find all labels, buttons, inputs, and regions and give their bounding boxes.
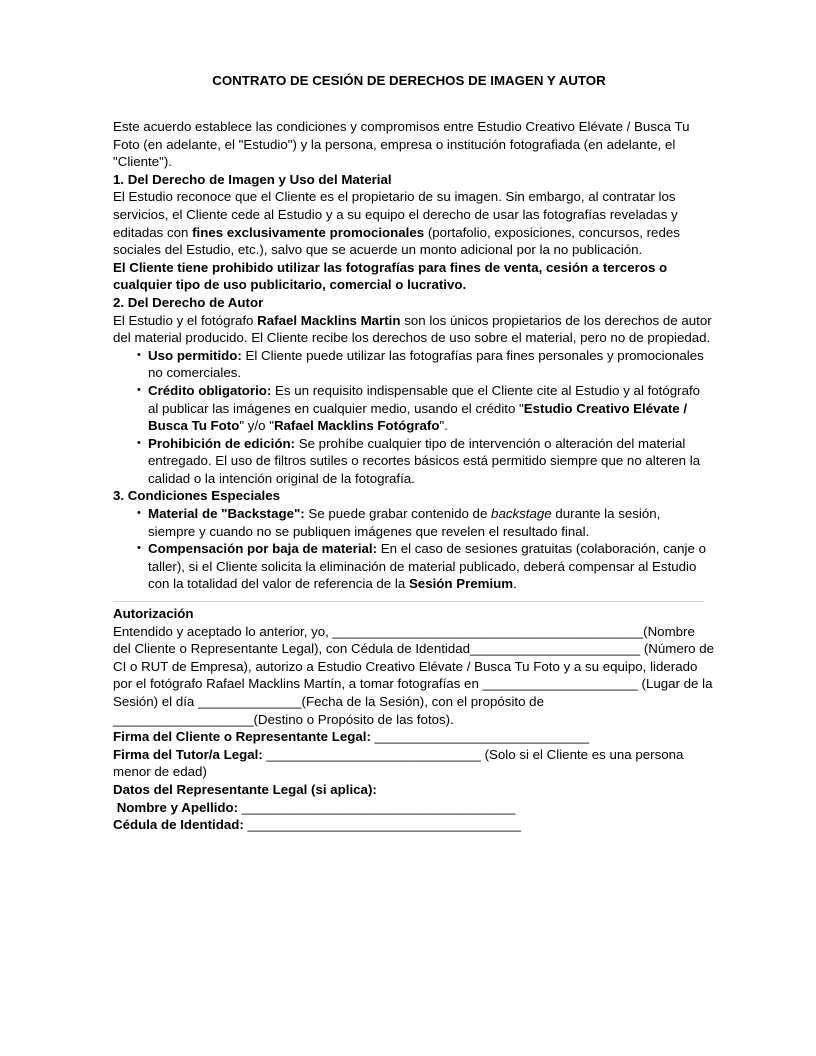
signature-blank: _____________________________________: [238, 799, 516, 815]
list-item-text: Se prohíbe cualquier tipo de intervención o alteración del material entregado. El uso de filtros sutiles o recortes básicos está permitido siempre que no alteren la calidad o la intención original de la fotografía.: [148, 435, 701, 486]
list-item: [148, 505, 715, 540]
list-item-label: Prohibición de edición:: [148, 435, 296, 451]
authorization-heading: Autorización: [113, 606, 194, 622]
representative-name-label: Nombre y Apellido:: [113, 799, 239, 815]
section-2-paragraph: [113, 312, 715, 347]
list-item-text: En el caso de sesiones gratuitas (colaboración, canje o taller), si el Cliente solicita la eliminación de material publicado, deberá compensar al Estudio con la totalidad del valor de referencia de la: [148, 541, 706, 592]
credit-text: Estudio Creativo Elévate / Busca Tu Foto: [148, 400, 688, 434]
text-run: son los únicos propietarios de los derechos de autor del material producido. El Cliente recibe los derechos de uso sobre el material, pero no de propiedad.: [113, 312, 712, 346]
tutor-signature-line: [113, 746, 715, 781]
signature-blank: _____________________________: [370, 729, 590, 745]
list-item-text: .: [513, 576, 517, 592]
signature-blank: _____________________________ (Solo si el Cliente es una persona menor de edad): [113, 746, 684, 780]
tutor-signature-label: Firma del Tutor/a Legal:: [113, 746, 263, 762]
list-item-label: Compensación por baja de material:: [148, 541, 378, 557]
representative-name-line: [113, 799, 715, 817]
section-2-list: [113, 347, 715, 488]
section-1-heading: 1. Del Derecho de Imagen y Uso del Material: [113, 171, 392, 187]
credit-text: Rafael Macklins Fotógrafo: [273, 418, 440, 434]
list-item-label: Uso permitido:: [148, 347, 242, 363]
section-2-heading: 2. Del Derecho de Autor: [113, 294, 264, 310]
list-item-text: El Cliente puede utilizar las fotografías para fines personales y promocionales no comerciales.: [148, 347, 704, 381]
signature-blank: _____________________________________: [243, 817, 522, 833]
photographer-name: Rafael Macklins Martin: [257, 312, 401, 328]
section-divider: [113, 601, 704, 602]
bold-text: Sesión Premium: [408, 576, 514, 592]
list-item-text: durante la sesión, siempre y cuando no se publiquen imágenes que revelen el resultado final.: [148, 506, 661, 539]
text-run: El Estudio reconoce que el Cliente es el propietario de su imagen. Sin embargo, al contratar los servicios, el Cliente cede al Estudio y a su equipo el derecho de usar las fotografías reveladas y editadas con: [113, 189, 678, 240]
list-item: [148, 435, 715, 488]
list-item: [148, 382, 715, 435]
section-1-prohibition: El Cliente tiene prohibido utilizar las fotografías para fines de venta, cesión a terceros o cualquier tipo de uso publicitario, comercial o lucrativo.: [113, 259, 668, 293]
representative-id-line: [113, 816, 715, 834]
list-item-label: Material de "Backstage":: [148, 506, 305, 522]
text-run: (portafolio, exposiciones, concursos, redes sociales del Estudio, etc.), salvo que se acuerde un monto adicional por la no publicación.: [113, 224, 680, 258]
client-signature-line: [113, 728, 715, 746]
client-signature-label: Firma del Cliente o Representante Legal:: [113, 729, 371, 745]
representative-heading: Datos del Representante Legal (si aplica):: [113, 781, 377, 797]
list-item: [148, 540, 715, 593]
list-item-text: Es un requisito indispensable que el Cliente cite al Estudio y al fotógrafo al publicar las imágenes en cualquier medio, usando el crédito ": [148, 382, 701, 416]
text-run: El Estudio y el fotógrafo: [113, 312, 258, 328]
list-item-text: Se puede grabar contenido de: [304, 506, 492, 522]
representative-id-label: Cédula de Identidad:: [113, 817, 244, 833]
document-content: [113, 118, 715, 834]
list-item: [148, 347, 715, 382]
list-item-label: Crédito obligatorio:: [148, 382, 272, 398]
authorization-paragraph: Entendido y aceptado lo anterior, yo, __________________________________________(Nombre del Cliente o Representante Legal), con Cédula de Identidad_______________________ (Número de CI o RUT de Empresa), autorizo a Estudio Creativo Elévate / Busca Tu Foto y a su equipo, liderado por el fotógrafo Rafael Macklins Martín, a tomar fotografías en _____________________ (Lugar de la Sesión) el día ______________(Fecha de la Sesión), con el propósito de ___________________(Destino o Propósito de las fotos).: [113, 623, 715, 727]
section-1-paragraph: [113, 188, 715, 258]
bold-text: fines exclusivamente promocionales: [192, 224, 425, 240]
list-item-text: ".: [439, 418, 448, 434]
italic-text: backstage: [491, 506, 552, 522]
intro-paragraph: Este acuerdo establece las condiciones y compromisos entre Estudio Creativo Elévate / Busca Tu Foto (en adelante, el "Estudio") y la persona, empresa o institución fotografiada (en adelante, el "Cliente").: [113, 119, 690, 170]
list-item-text: " y/o ": [239, 418, 274, 434]
document-title: CONTRATO DE CESIÓN DE DERECHOS DE IMAGEN Y AUTOR: [212, 73, 606, 88]
section-3-heading: 3. Condiciones Especiales: [113, 488, 281, 504]
section-3-list: [113, 505, 715, 593]
